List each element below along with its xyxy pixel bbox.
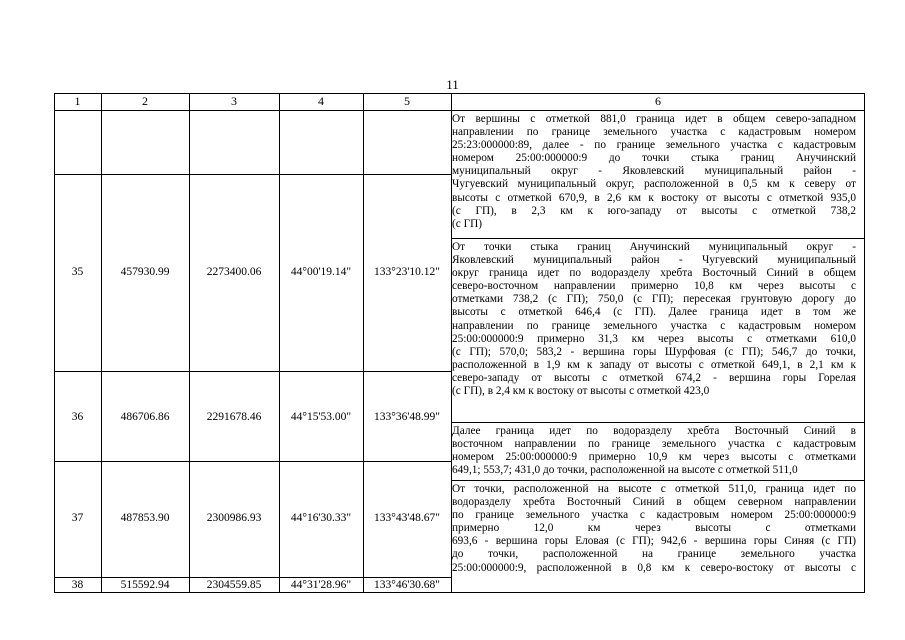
latitude: 44°31'28.96"	[290, 579, 352, 591]
coord-x: 457930.99	[120, 266, 170, 278]
point-number: 35	[71, 266, 84, 278]
boundary-description	[452, 425, 856, 477]
description-line: Далее граница идет по водоразделу хребта Восточный Синий в	[452, 425, 856, 437]
row-divider	[54, 461, 451, 462]
latitude: 44°15'53.00"	[290, 411, 352, 423]
description-line: направлении по границе земельного участка с кадастровым номером	[452, 126, 856, 139]
desc-divider	[451, 238, 865, 239]
header-col-5: 5	[404, 94, 410, 108]
page-number: 11	[446, 77, 459, 92]
description-line: муниципальный округ - Яковлевский муниципальный район -	[452, 165, 856, 178]
description-line: номером 25:00:000000:9 примерно 10,9 км через высоты с отметками	[452, 451, 856, 464]
row-divider	[54, 371, 451, 372]
description-line: северо-восточном направлении примерно 10,8 км через высоты с	[452, 280, 856, 293]
header-col-3: 3	[231, 94, 237, 108]
description-line: расположенной в 1,9 км к западу от высоты с отметкой 649,1, в 2,1 км к	[452, 358, 856, 371]
coord-y: 2291678.46	[206, 411, 262, 423]
coord-x: 486706.86	[120, 411, 170, 423]
latitude: 44°00'19.14"	[290, 266, 352, 278]
description-line: по границе земельного участка с кадастровым номером 25:00:000000:9	[452, 509, 856, 522]
description-line: От точки, расположенной на высоте с отметкой 511,0, граница идет по	[452, 483, 856, 495]
header-col-4: 4	[318, 94, 324, 108]
longitude: 133°46'30.68"	[374, 579, 440, 591]
row-divider	[54, 174, 451, 175]
coord-y: 2273400.06	[206, 266, 262, 278]
table-border-bottom	[54, 592, 865, 593]
description-line: 693,6 - вершина горы Еловая (с ГП); 942,6 - вершина горы Синяя (с ГП)	[452, 535, 856, 548]
description-line: направлении по границе земельного участка с кадастровым номером	[452, 319, 856, 332]
description-line: (с ГП)	[452, 217, 483, 230]
boundary-description	[452, 241, 856, 398]
description-line: (с ГП), в 2,3 км к юго-западу от высоты с отметкой 738,2	[452, 204, 856, 217]
coord-x: 515592.94	[120, 579, 170, 591]
coordinates-table	[54, 93, 865, 593]
description-line: примерно 12,0 км через высоты с отметками	[452, 522, 856, 535]
description-line: северо-западу от высоты с отметкой 674,2 - вершина горы Горелая	[452, 371, 856, 384]
longitude: 133°36'48.99"	[374, 411, 440, 423]
description-line: От вершины с отметкой 881,0 граница идет в общем северо-западном	[452, 113, 856, 125]
description-line: 25:23:000000:89, далее - по границе земельного участка с кадастровым	[452, 139, 856, 152]
description-line: 25:00:000000:9, расположенной в 0,8 км к северо-востоку от высоты с	[452, 561, 856, 574]
coord-y: 2304559.85	[206, 579, 262, 591]
point-number: 38	[71, 579, 84, 591]
description-line: отметками 738,2 (с ГП); 750,0 (с ГП); пересекая грунтовую дорогу до	[452, 293, 856, 306]
description-line: От точки стыка границ Анучинский муниципальный округ -	[452, 241, 856, 253]
description-line: Яковлевский муниципальный район - Чугуевский муниципальный	[452, 254, 856, 267]
description-line: (с ГП); 570,0; 583,2 - вершина горы Шурфовая (с ГП); 546,7 до точки,	[452, 345, 856, 358]
header-divider	[54, 110, 865, 111]
header-col-6: 6	[655, 94, 661, 108]
longitude: 133°43'48.67"	[374, 512, 440, 524]
description-line: номером 25:00:000000:9 до точки стыка границ Анучинский	[452, 152, 856, 165]
description-line: 25:00:000000:9 примерно 31,3 км через высоты с отметками 610,0	[452, 332, 856, 345]
coord-y: 2300986.93	[206, 512, 262, 524]
header-col-2: 2	[142, 94, 148, 108]
description-line: Чугуевский муниципальный округ, расположенной в 0,5 км к северу от	[452, 178, 856, 191]
boundary-description	[452, 113, 856, 231]
description-line: округ граница идет по водоразделу хребта Восточный Синий в общем	[452, 267, 856, 280]
description-line: восточном направлении по границе земельного участка с кадастровым	[452, 438, 856, 451]
row-divider	[54, 577, 451, 578]
description-line: водоразделу хребта Восточный Синий в общем северном направлении	[452, 496, 856, 509]
coord-x: 487853.90	[120, 512, 170, 524]
description-line: 649,1; 553,7; 431,0 до точки, расположенной на высоте с отметкой 511,0	[452, 464, 798, 477]
description-line: (с ГП), в 2,4 км к востоку от высоты с отметкой 423,0	[452, 385, 710, 398]
boundary-description	[452, 483, 856, 575]
longitude: 133°23'10.12"	[374, 266, 440, 278]
table-border-right	[864, 93, 865, 593]
latitude: 44°16'30.33"	[290, 512, 352, 524]
desc-divider	[451, 480, 865, 481]
header-col-1: 1	[74, 94, 81, 108]
description-line: до точки, расположенной на границе земельного участка	[452, 548, 856, 561]
description-line: высоты с отметкой 646,4 (с ГП). Далее граница идет в том же	[452, 306, 856, 319]
desc-divider	[451, 422, 865, 423]
point-number: 36	[71, 411, 84, 423]
point-number: 37	[71, 512, 84, 524]
description-line: высоты с отметкой 670,9, в 2,6 км к востоку от высоты с отметкой 935,0	[452, 191, 856, 204]
